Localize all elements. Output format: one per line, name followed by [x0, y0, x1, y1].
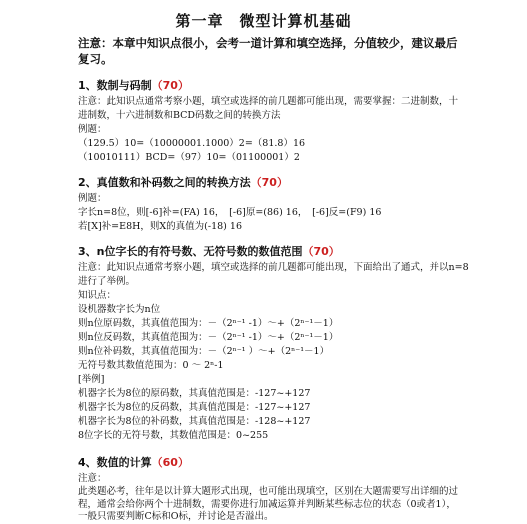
section-4-line-1: 注意：: [78, 473, 107, 484]
section-3-line-12: 机器字长为8位的补码数，其真值范围是：-128~+127: [78, 416, 311, 427]
section-3-line-4: 设机器数字长为n位: [78, 304, 161, 315]
section-3-line-5: 则n位原码数，其真值范围为：－（2ⁿ⁻¹ -1）～+（2ⁿ⁻¹－1）: [78, 318, 339, 329]
section-2-line-3: 若[X]补=E8H，则X的真值为(-18) 16: [78, 221, 242, 232]
points-badge: （70）: [151, 79, 189, 92]
section-3-line-13: 8位字长的无符号数，其数值范围是：0~255: [78, 430, 269, 441]
points-badge: （70）: [250, 176, 288, 189]
section-1-line-4: （129.5）10=（10000001.1000）2=（81.8）16: [78, 138, 306, 149]
section-3-line-10: 机器字长为8位的原码数，其真值范围是：-127~+127: [78, 388, 311, 399]
chapter-title: 第一章 微型计算机基础: [175, 12, 352, 30]
section-4-line-3: 程，通常会给你两个十进制数，需要你进行加减运算并判断某些标志位的状态（0或者1），: [78, 499, 456, 510]
section-heading-4: [78, 456, 189, 470]
section-3-line-1: 注意：此知识点通常考察小题，填空或选择的前几题都可能出现，下面给出了通式，并以n=8: [78, 262, 469, 273]
section-1-line-3: 例题：: [78, 124, 107, 135]
section-1-line-2: 进制数，十六进制数和BCD码数之间的转换方法: [78, 110, 281, 121]
section-1-line-5: （10010111）BCD=（97）10=（01100001）2: [78, 152, 300, 163]
section-heading-text: 4、数值的计算: [78, 456, 152, 469]
section-heading-text: 1、数制与码制: [78, 79, 152, 92]
section-3-line-11: 机器字长为8位的反码数，其真值范围是：-127~+127: [78, 402, 311, 413]
section-3-line-3: 知识点：: [78, 290, 117, 301]
section-heading-text: 3、n位字长的有符号数、无符号数的数值范围: [78, 245, 303, 258]
section-heading-2: [78, 176, 288, 190]
section-heading-1: [78, 79, 189, 93]
points-badge: （70）: [302, 245, 340, 258]
section-3-line-8: 无符号数其数值范围为：0 ～ 2ⁿ-1: [78, 360, 224, 371]
section-4-line-2: 此类题必考，往年是以计算大题形式出现，也可能出现填空，区别在大题需要写出详细的过: [78, 486, 459, 497]
section-heading-3: [78, 245, 340, 259]
chapter-note-line-1: 注意：本章中知识点很小，会考一道计算和填空选择，分值较少，建议最后: [78, 36, 458, 50]
section-heading-text: 2、真值数和补码数之间的转换方法: [78, 176, 251, 189]
section-3-line-2: 进行了举例。: [78, 276, 136, 287]
chapter-note-line-2: 复习。: [78, 52, 113, 66]
section-2-line-2: 字长n=8位，则[-6]补=(FA) 16， [-6]原=(86) 16， [-6]反=(F9) 16: [78, 207, 382, 218]
section-2-line-1: 例题：: [78, 193, 107, 204]
section-3-line-7: 则n位补码数，其真值范围为：－（2ⁿ⁻¹ ）～+（2ⁿ⁻¹－1）: [78, 346, 330, 357]
section-1-line-1: 注意：此知识点通常考察小题，填空或选择的前几题都可能出现，需要掌握：二进制数，十: [78, 96, 459, 107]
points-badge: （60）: [151, 456, 189, 469]
section-3-line-6: 则n位反码数，其真值范围为：－（2ⁿ⁻¹ -1）～+（2ⁿ⁻¹－1）: [78, 332, 339, 343]
section-3-line-9: [举例]: [78, 374, 105, 385]
section-4-line-4: 一般只需要判断C标和O标，并讨论是否溢出。: [78, 511, 274, 522]
